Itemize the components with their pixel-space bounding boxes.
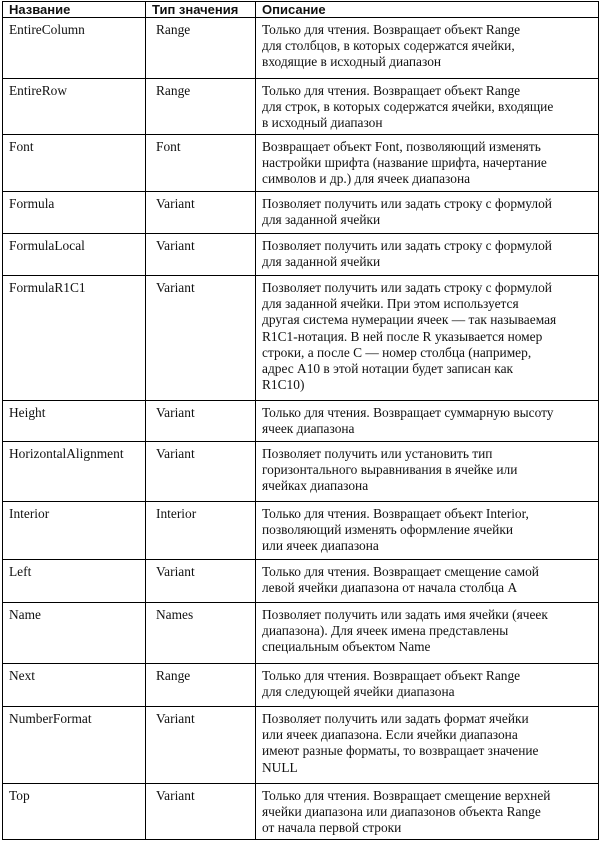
value-type: Range (146, 664, 256, 707)
description-line: Позволяет получить или задать формат ячейки (262, 711, 529, 726)
table-row (3, 502, 599, 560)
table-row (3, 784, 599, 840)
value-type: Variant (146, 401, 256, 442)
property-name: EntireColumn (3, 18, 146, 79)
property-name: NumberFormat (3, 707, 146, 784)
description-line: для заданной ячейки (262, 254, 381, 270)
table-row (3, 442, 599, 502)
description-line: Позволяет получить или задать строку с формулой (262, 280, 552, 295)
table-row (3, 560, 599, 603)
description-line: входящие в исходный диапазон (262, 54, 442, 70)
value-type: Font (146, 135, 256, 192)
description-line: Только для чтения. Возвращает объект Interior, (262, 506, 529, 521)
property-name: Next (3, 664, 146, 707)
description (256, 401, 599, 442)
value-type: Variant (146, 276, 256, 401)
description (256, 784, 599, 840)
table-row (3, 192, 599, 234)
description-line: в исходный диапазон (262, 115, 383, 131)
value-type: Range (146, 79, 256, 135)
property-name: Height (3, 401, 146, 442)
description-line: другая система нумерации ячеек — так называемая (262, 312, 557, 328)
description-line: NULL (262, 759, 298, 775)
description-line: R1C1-нотация. В ней после R указывается номер (262, 328, 543, 344)
description (256, 192, 599, 234)
description-line: диапазона). Для ячеек имена представлены (262, 623, 509, 639)
header-row (3, 2, 599, 18)
table-row (3, 401, 599, 442)
property-name: Top (3, 784, 146, 840)
description-line: символов и др.) для ячеек диапазона (262, 171, 471, 187)
description-line: Позволяет получить или задать строку с формулой (262, 196, 552, 211)
value-type: Names (146, 603, 256, 664)
property-name: HorizontalAlignment (3, 442, 146, 502)
description (256, 234, 599, 276)
description (256, 664, 599, 707)
description-line: R1C10) (262, 377, 305, 393)
description (256, 442, 599, 502)
description-line: Только для чтения. Возвращает суммарную высоту (262, 405, 554, 420)
table-row (3, 603, 599, 664)
description-line: имеют разные форматы, то возвращает значение (262, 743, 539, 759)
value-type: Interior (146, 502, 256, 560)
value-type: Variant (146, 560, 256, 603)
description-line: левой ячейки диапазона от начала столбца A (262, 580, 518, 596)
description-line: ячеек диапазона (262, 421, 355, 437)
description (256, 707, 599, 784)
description-line: для строк, в которых содержатся ячейки, входящие (262, 99, 554, 115)
header-name: Название (3, 2, 146, 18)
description (256, 18, 599, 79)
description (256, 560, 599, 603)
header-type: Тип значения (146, 2, 256, 18)
value-type: Variant (146, 192, 256, 234)
table-row (3, 276, 599, 401)
description-line: или ячеек диапазона. Если ячейки диапазона (262, 727, 518, 743)
description-line: или ячеек диапазона (262, 538, 379, 554)
property-name: FormulaR1C1 (3, 276, 146, 401)
description-line: специальным объектом Name (262, 639, 431, 655)
table-row (3, 234, 599, 276)
property-name: Interior (3, 502, 146, 560)
property-name: EntireRow (3, 79, 146, 135)
property-name: FormulaLocal (3, 234, 146, 276)
property-name: Left (3, 560, 146, 603)
description-line: Только для чтения. Возвращает объект Range (262, 668, 521, 683)
description-line: горизонтального выравнивания в ячейке или (262, 462, 518, 478)
property-name: Font (3, 135, 146, 192)
description-line: для заданной ячейки (262, 212, 381, 228)
description-line: адрес A10 в этой нотации будет записан как (262, 361, 514, 377)
description-line: ячейках диапазона (262, 478, 369, 494)
table-row (3, 79, 599, 135)
description-line: для заданной ячейки. При этом используется (262, 296, 519, 312)
description-line: ячейки диапазона или диапазонов объекта Range (262, 804, 541, 820)
table-row (3, 18, 599, 79)
value-type: Variant (146, 707, 256, 784)
description-line: Только для чтения. Возвращает объект Range (262, 22, 521, 37)
property-name: Formula (3, 192, 146, 234)
value-type: Variant (146, 442, 256, 502)
description (256, 502, 599, 560)
description-line: Возвращает объект Font, позволяющий изменять (262, 139, 541, 154)
description-line: для следующей ячейки диапазона (262, 684, 455, 700)
description-line: Позволяет получить или задать имя ячейки (ячеек (262, 607, 548, 622)
description-line: Только для чтения. Возвращает смещение верхней (262, 788, 551, 803)
description-line: Позволяет получить или установить тип (262, 446, 493, 461)
description-line: для столбцов, в которых содержатся ячейки, (262, 38, 515, 54)
value-type: Variant (146, 784, 256, 840)
description (256, 276, 599, 401)
description (256, 603, 599, 664)
value-type: Variant (146, 234, 256, 276)
description (256, 135, 599, 192)
header-description: Описание (256, 2, 599, 18)
description-line: настройки шрифта (название шрифта, начертание (262, 155, 547, 171)
value-type: Range (146, 18, 256, 79)
description-line: строки, а после C — номер столбца (например, (262, 344, 532, 360)
properties-table (2, 1, 599, 840)
table-body (3, 18, 599, 840)
description-line: Позволяет получить или задать строку с формулой (262, 238, 552, 253)
property-name: Name (3, 603, 146, 664)
description-line: Только для чтения. Возвращает смещение самой (262, 564, 539, 579)
description (256, 79, 599, 135)
description-line: Только для чтения. Возвращает объект Range (262, 83, 521, 98)
table-row (3, 707, 599, 784)
description-line: позволяющий изменять оформление ячейки (262, 522, 514, 538)
table-row (3, 664, 599, 707)
table-row (3, 135, 599, 192)
description-line: от начала первой строки (262, 820, 402, 836)
